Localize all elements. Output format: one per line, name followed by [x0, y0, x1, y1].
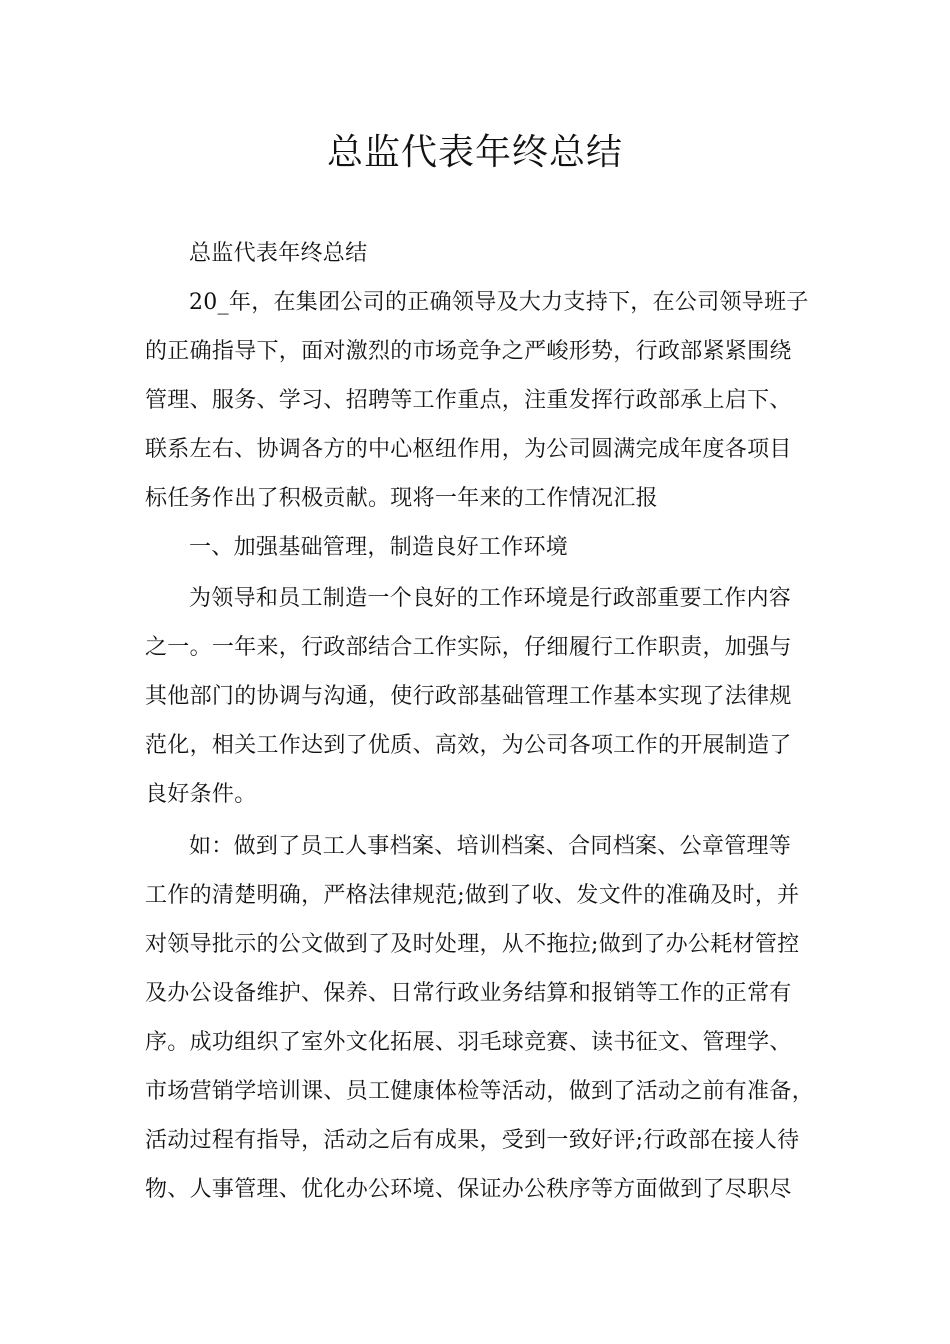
paragraph-line: 范化，相关工作达到了优质、高效，为公司各项工作的开展制造了 [145, 733, 792, 758]
paragraph-line: 其他部门的协调与沟通，使行政部基础管理工作基本实现了法律规 [145, 684, 792, 709]
paragraph-line: 对领导批示的公文做到了及时处理，从不拖拉;做到了办公耗材管控 [145, 932, 800, 957]
document-subtitle-line: 总监代表年终总结 [189, 241, 368, 266]
paragraph-line: 良好条件。 [145, 782, 257, 807]
paragraph-line: 管理、服务、学习、招聘等工作重点，注重发挥行政部承上启下、 [145, 388, 792, 413]
section-heading: 一、加强基础管理，制造良好工作环境 [189, 535, 569, 560]
paragraph-line: 序。成功组织了室外文化拓展、羽毛球竞赛、读书征文、管理学、 [145, 1030, 792, 1055]
paragraph-line: 之一。一年来，行政部结合工作实际，仔细履行工作职责，加强与 [145, 635, 792, 660]
paragraph-line: 市场营销学培训课、员工健康体检等活动，做到了活动之前有准备， [145, 1079, 815, 1104]
paragraph-line: 标任务作出了积极贡献。现将一年来的工作情况汇报 [145, 486, 658, 511]
paragraph-line: 活动过程有指导，活动之后有成果，受到一致好评;行政部在接人待 [145, 1128, 800, 1153]
document-title: 总监代表年终总结 [326, 132, 623, 173]
paragraph-line: 为领导和员工制造一个良好的工作环境是行政部重要工作内容 [189, 586, 792, 611]
paragraph-line: 联系左右、协调各方的中心枢纽作用，为公司圆满完成年度各项目 [145, 437, 792, 462]
paragraph-line: 20_年，在集团公司的正确领导及大力支持下，在公司领导班子 [189, 290, 809, 315]
paragraph-line: 如：做到了员工人事档案、培训档案、合同档案、公章管理等 [189, 834, 792, 859]
paragraph-line: 工作的清楚明确，严格法律规范;做到了收、发文件的准确及时，并 [145, 883, 800, 908]
paragraph-line: 及办公设备维护、保养、日常行政业务结算和报销等工作的正常有 [145, 981, 792, 1006]
paragraph-line: 的正确指导下，面对激烈的市场竞争之严峻形势，行政部紧紧围绕 [145, 339, 792, 364]
paragraph-line: 物、人事管理、优化办公环境、保证办公秩序等方面做到了尽职尽 [145, 1177, 792, 1202]
